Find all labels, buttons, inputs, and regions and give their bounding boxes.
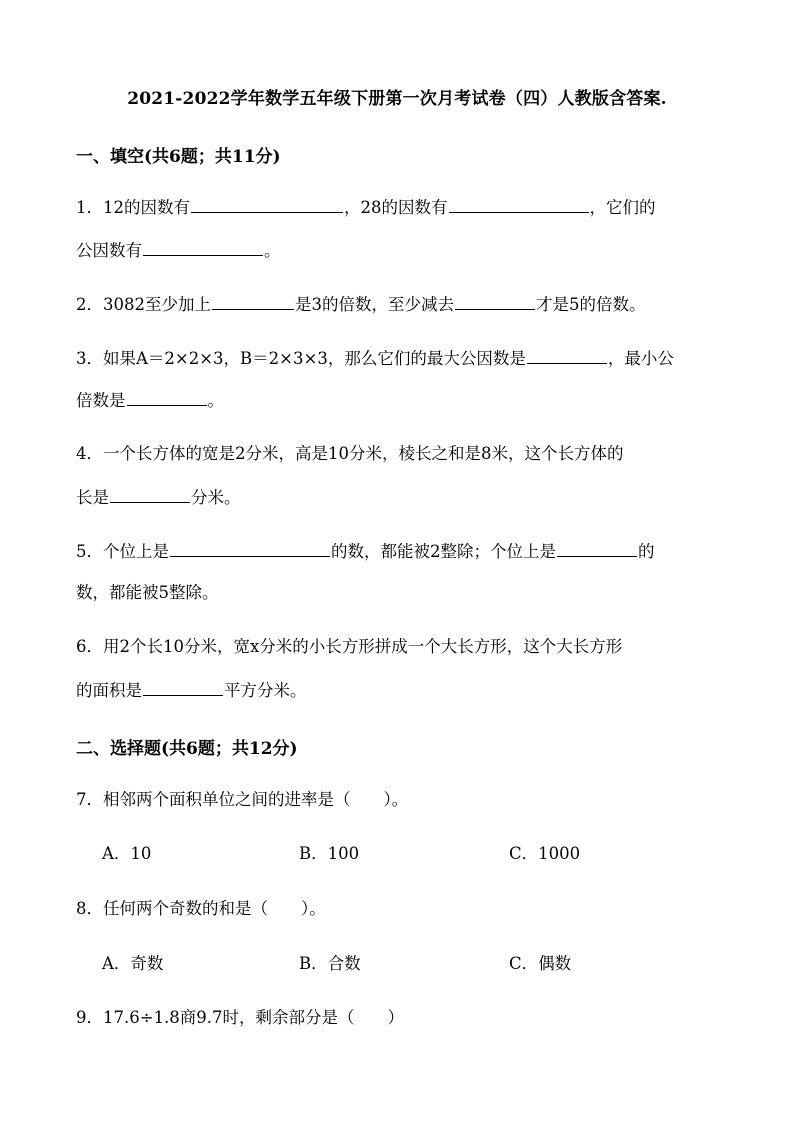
question-3-line-2 [76,389,224,412]
question-text: ，最小公 [607,349,674,368]
question-number: 8． [76,899,103,918]
question-6-line-1 [76,636,622,658]
answer-blank[interactable] [127,389,207,406]
option-b[interactable]: B．100 [299,844,360,863]
answer-blank[interactable] [143,239,263,256]
question-text: 。 [264,241,281,260]
section-heading-multiple-choice: 二、选择题(共6题；共12分) [76,739,298,759]
question-5-line-1 [76,540,655,563]
question-text: 如果A＝2×2×3，B＝2×3×3，那么它们的最大公因数是 [103,349,526,368]
question-text: 12的因数有 [103,198,190,217]
question-text: 是3的倍数，至少减去 [295,295,454,314]
question-2-line-1 [76,293,646,316]
question-text: ，28的因数有 [344,198,448,217]
question-text: 任何两个奇数的和是（ ）。 [103,899,326,918]
option-b[interactable]: B．合数 [299,954,361,973]
question-text: 用2个长10分米，宽x分米的小长方形拼成一个大长方形，这个大长方形 [103,637,623,656]
question-text: ，它们的 [589,198,656,217]
question-text: 3082至少加上 [103,295,211,314]
answer-blank[interactable] [170,540,330,557]
answer-blank[interactable] [212,293,294,310]
answer-blank[interactable] [455,293,535,310]
question-text: 倍数是 [76,391,126,410]
question-7 [76,789,408,811]
question-number: 1． [76,198,103,217]
answer-blank[interactable] [557,540,637,557]
question-text: 长是 [76,488,109,507]
question-1-line-2 [76,239,281,262]
question-text: 。 [207,391,224,410]
question-number: 3． [76,349,103,368]
option-a[interactable]: A．奇数 [102,954,164,973]
answer-blank[interactable] [143,679,223,696]
question-text: 的 [638,542,655,561]
question-8 [76,898,326,920]
question-number: 2． [76,295,103,314]
question-number: 6． [76,637,103,656]
option-a[interactable]: A．10 [102,844,152,863]
question-9 [76,1007,404,1029]
question-4-line-1 [76,443,624,465]
question-3-line-1 [76,347,674,370]
question-text: 平方分米。 [224,681,307,700]
question-6-line-2 [76,679,307,702]
question-text: 数，都能被5整除。 [76,583,219,602]
question-text: 才是5的倍数。 [536,295,646,314]
question-text: 公因数有 [76,241,142,260]
question-number: 5． [76,542,103,561]
question-number: 9． [76,1008,103,1027]
answer-blank[interactable] [527,347,607,364]
answer-blank[interactable] [449,196,589,213]
question-4-line-2 [76,486,241,509]
question-text: 个位上是 [103,542,169,561]
answer-blank[interactable] [191,196,343,213]
option-c[interactable]: C．偶数 [509,954,572,973]
question-text: 17.6÷1.8商9.7时，剩余部分是（ ） [103,1008,405,1027]
question-5-line-2 [76,582,219,604]
question-text: 相邻两个面积单位之间的进率是（ ）。 [103,790,409,809]
section-heading-fill-in: 一、填空(共6题；共11分) [76,147,281,167]
page-title: 2021-2022学年数学五年级下册第一次月考试卷（四）人教版含答案. [127,89,667,109]
answer-blank[interactable] [110,486,190,503]
question-text: 的面积是 [76,681,142,700]
question-text: 一个长方体的宽是2分米，高是10分米，棱长之和是8米，这个长方体的 [103,444,624,463]
option-c[interactable]: C．1000 [509,844,581,863]
question-text: 分米。 [191,488,241,507]
question-number: 4． [76,444,103,463]
question-text: 的数，都能被2整除；个位上是 [331,542,556,561]
question-1-line-1 [76,196,656,219]
question-number: 7． [76,790,103,809]
